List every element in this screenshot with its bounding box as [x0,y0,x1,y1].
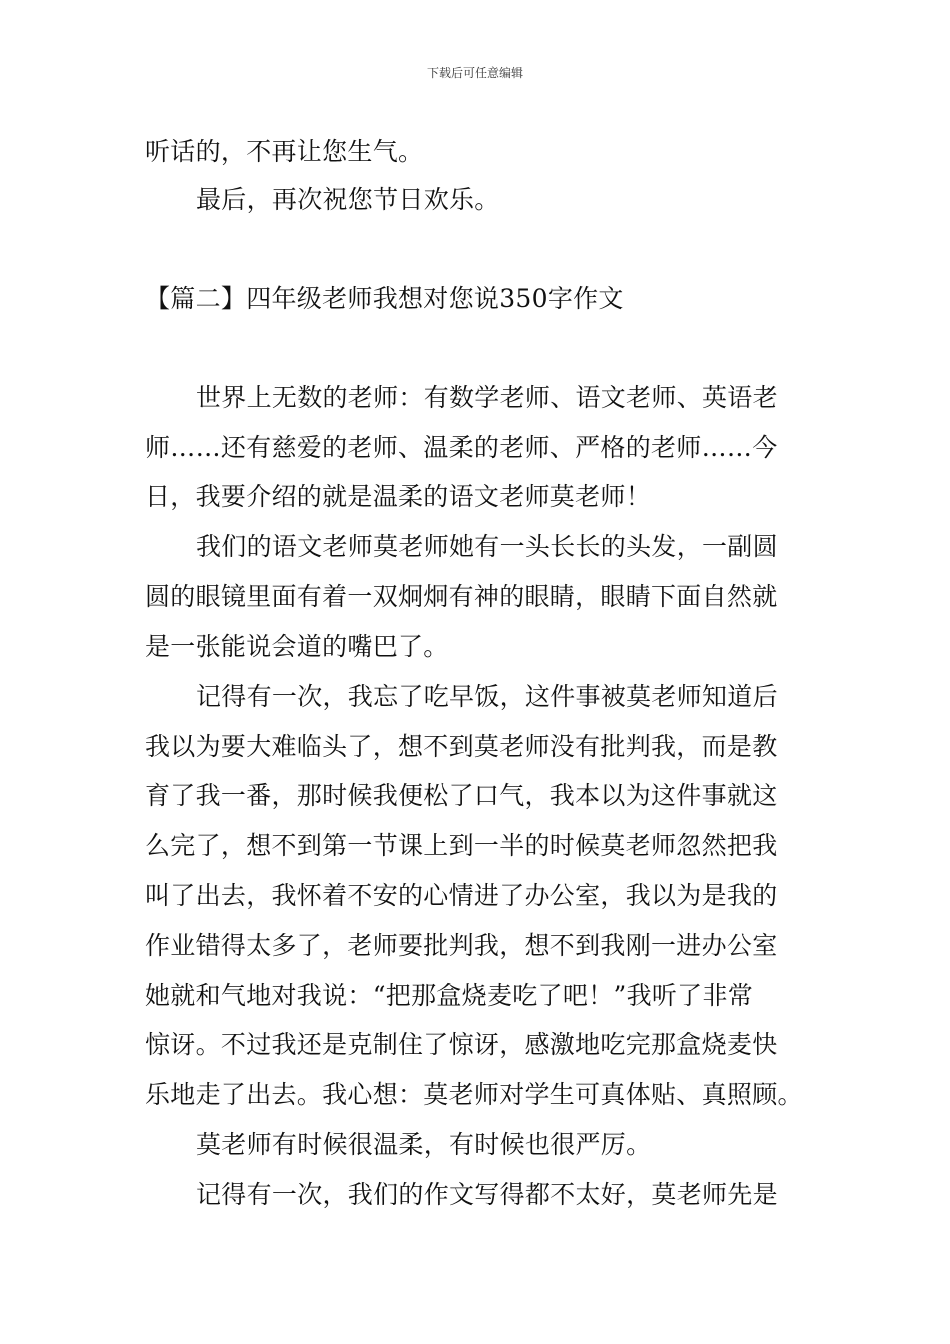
text-line: 作业错得太多了，老师要批判我，想不到我刚一进办公室 [145,931,778,960]
text-line: 最后，再次祝您节日欢乐。 [196,185,500,214]
text-line: 她就和气地对我说：“把那盒烧麦吃了吧！”我听了非常 [145,981,754,1010]
text-line: 惊讶。不过我还是克制住了惊讶，感激地吃完那盒烧麦快 [145,1030,778,1059]
text-line: 记得有一次，我们的作文写得都不太好，莫老师先是 [196,1180,778,1209]
text-line: 记得有一次，我忘了吃早饭，这件事被莫老师知道后 [196,682,778,711]
page-header: 下载后可任意编辑 [426,66,523,80]
text-line: 乐地走了出去。我心想：莫老师对学生可真体贴、真照顾。 [145,1080,803,1109]
text-line: 听话的，不再让您生气。 [145,137,424,166]
text-line: 我以为要大难临头了，想不到莫老师没有批判我，而是教 [145,732,778,761]
text-line: 是一张能说会道的嘴巴了。 [145,632,449,661]
text-line: 育了我一番，那时候我便松了口气，我本以为这件事就这 [145,781,778,810]
section-heading: 【篇二】四年级老师我想对您说350字作文 [145,284,624,313]
text-line: 叫了出去，我怀着不安的心情进了办公室，我以为是我的 [145,881,778,910]
text-line: 莫老师有时候很温柔，有时候也很严厉。 [196,1130,652,1159]
text-line: 么完了，想不到第一节课上到一半的时候莫老师忽然把我 [145,831,778,860]
text-line: 世界上无数的老师：有数学老师、语文老师、英语老 [196,383,778,412]
text-line: 日，我要介绍的就是温柔的语文老师莫老师！ [145,482,652,511]
text-line: 师……还有慈爱的老师、温柔的老师、严格的老师……今 [145,433,778,462]
text-line: 我们的语文老师莫老师她有一头长长的头发，一副圆 [196,532,778,561]
text-line: 圆的眼镜里面有着一双炯炯有神的眼睛，眼睛下面自然就 [145,582,778,611]
